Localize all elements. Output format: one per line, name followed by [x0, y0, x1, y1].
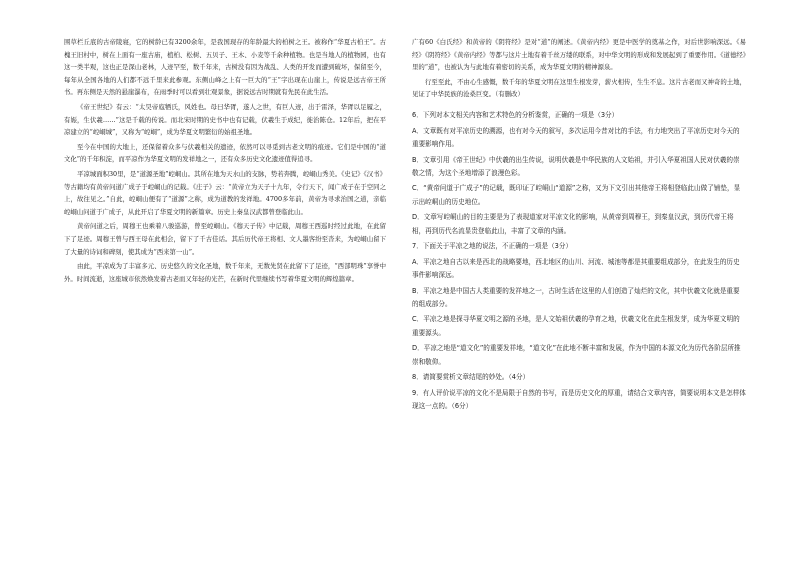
passage-paragraph: 由此，平凉成为了丰富多元、历史悠久的文化圣地，数千年来，无数先贤在此留下了足迹，“西部明珠”享誉中外。时间流逝，这座城市依然焕发着古老而又年轻的光芒，在新时代里继续书写着华夏文明的辉煌篇章。 — [64, 262, 386, 283]
question-8-stem: 8．请简要赏析文章结尾的妙处。（4分） — [412, 373, 530, 382]
right-column — [412, 36, 746, 415]
question-6-stem: 6．下列对本文相关内容和艺术特色的分析鉴赏，正确的一项是（3分） — [412, 110, 619, 119]
question-7-option-a: A．平凉之地自古以来是西北的战略要地，西北地区的山川、河流、城池等都是其重要组成部分，在此发生的历史事件影响深远。 — [412, 257, 740, 280]
passage-paragraph: 广有60《白氏经》和黄帝的《阴符经》是对“道”的阐述。《黄帝内经》更是中医学的奠基之作，对后世影响深远。《易经》《阴符经》《黄帝内经》等都与这片土地有着千丝万缕的联系，对中华文明的形成和发展起到了重要作用。《道德经》里的“道”，也被认为与此地有着密切的关系，成为华夏文明的精神源泉。 — [412, 38, 746, 72]
question-7-option-c: C．平凉之地是探寻华夏文明之源的圣地，是人文始祖伏羲的孕育之地，伏羲文化在此生根发芽，成为华夏文明的重要源头。 — [412, 315, 740, 337]
question-6-option-c: C．“黄帝问道于广成子”的记载，既印证了崆峒山“道源”之称，又为下文引出其他帝王将相登临此山做了铺垫，显示出崆峒山的历史地位。 — [412, 184, 741, 206]
question-7-option-d: D．平凉之地是“道文化”的重要发祥地，“道文化”在此地不断丰富和发展，作为中国的本源文化为历代各阶层所推崇和敬仰。 — [412, 344, 741, 366]
question-7-option-b: B．平凉之地是中国古人类重要的发祥地之一，古时生活在这里的人们创造了灿烂的文化，其中伏羲文化就是重要的组成部分。 — [412, 286, 740, 309]
left-column — [64, 36, 386, 287]
question-6-option-b: B．文章引用《帝王世纪》中伏羲的出生传说，说明伏羲是中华民族的人文始祖，并引入华夏祖国人民对伏羲的崇敬之情，为这个圣地增添了浪漫色彩。 — [412, 155, 740, 177]
question-6-option-a: A．文章既有对平凉历史的溯源，也有对今天的叙写，多次运用今昔对比的手法，有力地突出了平凉历史对今天的重要影响作用。 — [412, 126, 740, 149]
passage-paragraph: 《帝王世纪》有云：“太昊帝庖牺氏，风姓也。母曰华胥，遂人之世，有巨人迹，出于雷泽，华胥以足履之，有娠，生伏羲……”这是千载的传说。而北宋时期的史书中也有记载，伏羲生于成纪，徙治陈仓。12年后，把在平凉建立的“崆峒城”，又称为“崆峒”，成为华夏文明繁衍的始祖圣地。 — [64, 102, 386, 137]
question-7-stem: 7．下面关于平凉之地的说法，不正确的一项是（3分） — [412, 242, 573, 251]
passage-paragraph: 平凉城面积30里，是“道源圣地”崆峒山。其所在地为天水山的支脉，势若奔腾，崆峒山秀美。《史记》《汉书》等古籍均有黄帝问道广成子于崆峒山的记载。《庄子》云：“黄帝立为天子十九年，令行天下，闻广成子在于空同之上，故往见之。”自此，崆峒山便有了“道源”之称，成为道教的发祥地。4700多年前，黄帝为寻求治国之道，亲临崆峒山问道于广成子，从此开启了华夏文明的新篇章。历史上秦皇汉武都曾登临此山。 — [64, 169, 386, 216]
passage-paragraph: 至今在中国的大地上，还保留着众多与伏羲相关的遗迹，依然可以寻觅到古老文明的痕迹。它们是中国的“道文化”的千年积淀，而平凉作为华夏文明的发祥地之一，还有众多历史文化遗迹值得追寻。 — [64, 142, 386, 164]
question-6-option-d: D．文章写崆峒山的目的主要是为了表现道家对平凉文化的影响，从黄帝到周穆王，到秦皇汉武，到历代帝王将相，再到历代名流显贵登临此山，丰富了文章的内涵。 — [412, 213, 734, 235]
passage-paragraph: 围草栏丘底的古帝陵寝，它的树龄已有3200余年，是我国现存的年龄最大的柏树之王。被称作“华夏古柏王”。古槐王旧村中，树在上面有一座古庙，植柏、松树、五贝子、王木、小麦等千余种植物。也是当地人的植物园，也有这一类半观，这也正是深山老林，人迹罕至，数千年来，古树没有因为战乱、人类的开发而遭到破坏，保留至今，每年从全国各地的人们都不远千里来此参观。东侧山峰之上有一巨大的“王”字出现在山崖上，传说是远古帝王所书。再东侧是天然的悬崖瀑布，在雨季时可以看到壮观景象，据说远古时期就有先民在此生活。 — [64, 38, 386, 97]
passage-ending: 行至至此，不由心生感慨，数千年的华夏文明在这里生根发芽，薪火相传，生生不息。这片古老而又神奇的土地，见证了中华民族的沧桑巨变。（有删改） — [412, 77, 746, 99]
passage-paragraph: 黄帝问道之后，周穆王也乘着八骏巡游，曾至崆峒山。《穆天子传》中记载，周穆王西巡时经过此地，在此留下了足迹。周穆王曾与西王母在此相会，留下了千古佳话。其后历代帝王将相、文人墨客纷至沓来，为崆峒山留下了大量的诗词和碑刻，使其成为“西来第一山”。 — [64, 222, 386, 256]
question-9-stem: 9．有人评价说平凉的文化不是局限于自然的书写，而是历史文化的厚重，请结合文章内容，简要说明本文是怎样体现这一点的。（6分） — [412, 388, 746, 410]
